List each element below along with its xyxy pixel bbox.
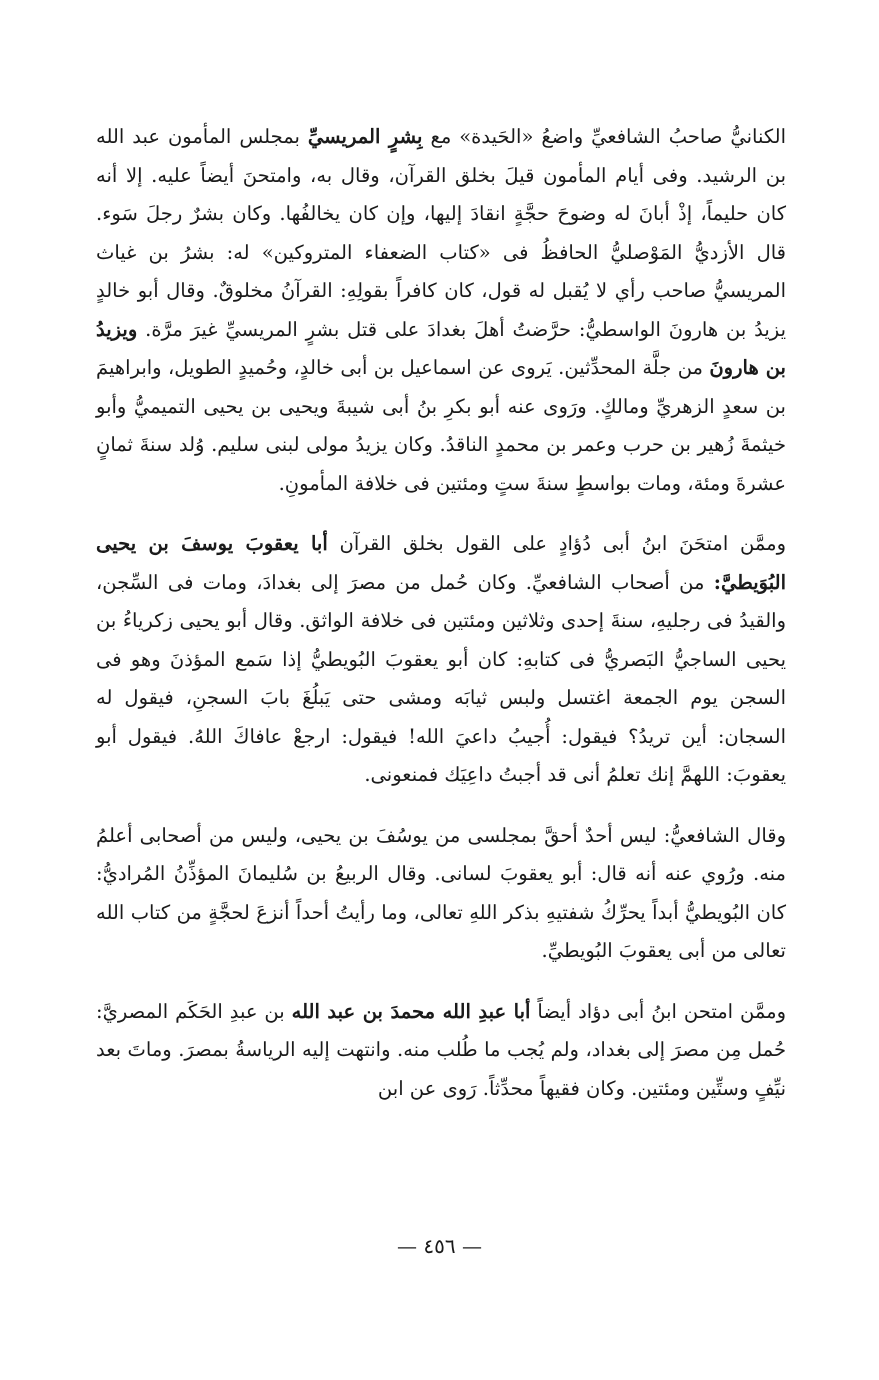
paragraph-ibn-abd-al-hakam bbox=[96, 993, 786, 1109]
text-run: من أصحاب الشافعيِّ. وكان حُمل من مصرَ إلى بغدادَ، ومات فى السِّجن، والقيدُ فى رجليهِ، سنةَ إحدى وثلاثين ومئتين فى خلافة الواثق. وقال أبو يحيى زكرياءُ بن يحيى الساجيُّ البَصريُّ فى كتابهِ: كان أبو يعقوبَ البُويطيُّ إذا سَمع المؤذنَ وهو فى السجن يوم الجمعة اغتسل ولبس ثيابَه ومشى حتى يَبلُغَ بابَ السجنِ، فيقول له السجان: أين تريدُ؟ فيقول: أُجيبُ داعيَ الله! فيقول: ارجعْ عافاكَ اللهُ. فيقول أبو يعقوبَ: اللهمَّ إنك تعلمُ أنى قد أجبتُ داعِيَك فمنعونى. bbox=[96, 570, 786, 786]
text-run: وممَّن امتحَنَ ابنُ أبى دُؤادٍ على القول بخلق القرآن bbox=[327, 532, 786, 555]
text-run: الكنانيُّ صاحبُ الشافعيِّ واضعُ «الحَيدة» مع bbox=[422, 125, 787, 148]
text-run: بمجلس المأمون عبد الله بن الرشيد. وفى أيام المأمون قيلَ بخلق القرآن، وقال به، وامتحنَ أيضاً عليه. إلا أنه كان حليماً، إذْ أبانَ له وضوحَ حجَّةٍ انقادَ إليها، وإن كان يخالفُها. وكان بشرٌ رجلَ سَوء. قال الأزديُّ المَوْصليُّ الحافظُ فى «كتاب الضعفاء المتروكين» له: بشرُ بن غياث المريسيُّ صاحب رأي لا يُقبل له قول، كان كافراً بقولِهِ: القرآنُ مخلوقٌ. وقال أبو خالدٍ يزيدُ بن هارونَ الواسطيُّ: حرَّضتُ أهلَ بغدادَ على قتل بشرٍ المريسيِّ غيرَ مرَّة. bbox=[96, 125, 786, 341]
page-body bbox=[96, 118, 786, 1108]
paragraph-buwayti bbox=[96, 525, 786, 795]
bold-name: ويزيدُ بن هارونَ bbox=[96, 317, 786, 379]
text-run: وممَّن امتحن ابنُ أبى دؤاد أيضاً bbox=[530, 999, 786, 1023]
bold-name: بِشرٍ المريسيِّ bbox=[307, 125, 423, 148]
page-number: — ٤٥٦ — bbox=[397, 1234, 482, 1258]
text-run: وقال الشافعيُّ: ليس أحدٌ أحقَّ بمجلسى من يوسُفَ بن يحيى، وليس من أصحابى أعلمُ منه. ورُوي عنه أنه قال: أبو يعقوبَ لسانى. وقال الربيعُ بن سُليمانَ المؤذِّنُ المُراديُّ: كان البُويطيُّ أبداً يحرِّكُ شفتيهِ بذكر اللهِ تعالى، وما رأيتُ أحداً أنزعَ لحجَّةٍ من كتاب الله تعالى من أبى يعقوبَ البُويطيِّ. bbox=[96, 823, 786, 962]
text-run: من جلَّة المحدِّثين. يَروى عن اسماعيل بن أبى خالدٍ، وحُميدٍ الطويل، وابراهيمَ بن سعدٍ الزهريِّ ومالكٍ. ورَوى عنه أبو بكرِ بنُ أبى شيبةَ ويحيى بن يحيى التميميُّ وأبو خيثمةَ زُهير بن حرب وعمر بن محمدٍ الناقدُ. وكان يزيدُ مولى لبنى سليم. وُلد سنةَ ثمانٍ عشرةَ ومئة، ومات بواسطٍ سنةَ ستٍ ومئتين فى خلافة المأمونِ. bbox=[96, 356, 786, 495]
paragraph-kinani-bishr bbox=[96, 118, 786, 503]
bold-name: أبا يعقوبَ يوسفَ بن يحيى البُوَيطيَّ: bbox=[96, 532, 786, 594]
paragraph-shafii-quote bbox=[96, 817, 786, 971]
bold-name: أبا عبدِ الله محمدَ بن عبد الله bbox=[291, 999, 531, 1023]
text-run: بن عبدِ الحَكَم المصريَّ: حُمل مِن مصرَ إلى بغداد، ولم يُجب ما طُلب منه. وانتهت إليه الرياسةُ بمصرَ. وماتَ بعد نيِّفٍ وستِّين ومئتين. وكان فقيهاً محدِّثاً. رَوى عن ابن bbox=[96, 999, 786, 1100]
